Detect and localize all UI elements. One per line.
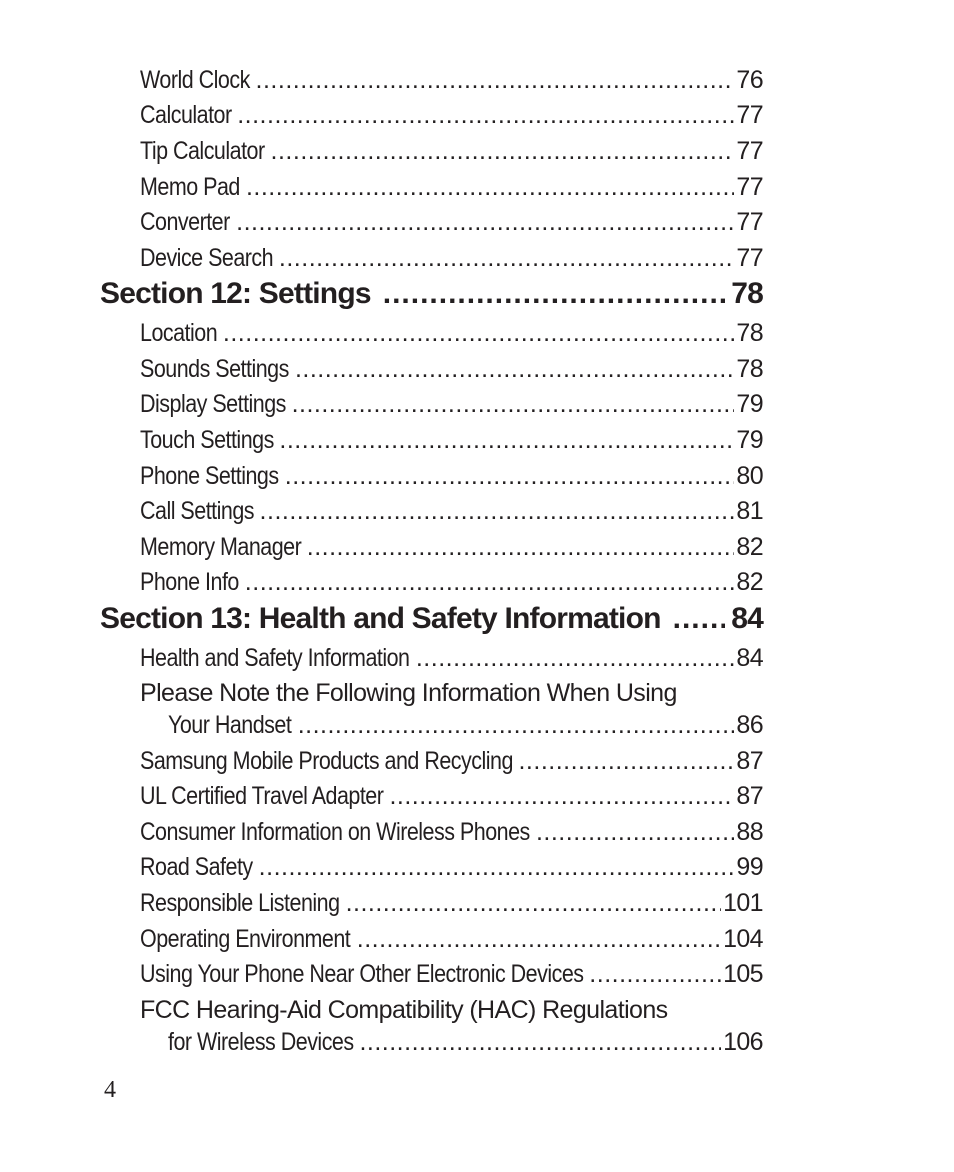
toc-entry-page: 79 bbox=[736, 390, 763, 418]
toc-entry-label: Tip Calculator bbox=[140, 137, 265, 165]
dot-leader bbox=[673, 599, 726, 639]
dot-leader bbox=[389, 778, 734, 814]
toc-entry-consumer-information[interactable] bbox=[140, 814, 763, 850]
toc-entry-tip-calculator[interactable] bbox=[140, 133, 763, 169]
dot-leader bbox=[307, 529, 735, 565]
toc-entry-label: Device Search bbox=[140, 244, 274, 272]
toc-entry-label: Memo Pad bbox=[140, 173, 240, 201]
toc-entry-label: Operating Environment bbox=[140, 925, 351, 953]
toc-entry-please-note[interactable] bbox=[168, 707, 763, 743]
toc-entry-phone-info[interactable] bbox=[140, 564, 763, 600]
dot-leader bbox=[357, 921, 721, 957]
toc-section-label: Section 12: Settings bbox=[100, 277, 371, 310]
toc-entry-label: for Wireless Devices bbox=[168, 1028, 354, 1056]
toc-entry-label: Calculator bbox=[140, 101, 232, 129]
dot-leader bbox=[223, 315, 734, 351]
page-number: 4 bbox=[104, 1077, 116, 1103]
toc-entry-device-search[interactable] bbox=[140, 240, 763, 276]
toc-entry-page: 77 bbox=[736, 208, 763, 236]
toc-entry-page: 82 bbox=[736, 568, 763, 596]
toc-entry-health-and-safety-information[interactable] bbox=[140, 640, 763, 676]
toc-entry-page: 88 bbox=[736, 818, 763, 846]
toc-entry-phone-settings[interactable] bbox=[140, 458, 763, 494]
dot-leader bbox=[279, 240, 734, 276]
toc-entry-label: Display Settings bbox=[140, 390, 286, 418]
toc-entry-label: Responsible Listening bbox=[140, 889, 340, 917]
toc-entry-label: Phone Info bbox=[140, 568, 239, 596]
toc-entry-label: Health and Safety Information bbox=[140, 644, 410, 672]
toc-entry-label: Memory Manager bbox=[140, 533, 302, 561]
dot-leader bbox=[536, 814, 734, 850]
dot-leader bbox=[246, 169, 734, 205]
toc-entry-touch-settings[interactable] bbox=[140, 422, 763, 458]
toc-entry-label: Your Handset bbox=[168, 711, 292, 739]
toc-entry-label: Call Settings bbox=[140, 497, 254, 525]
toc-entry-fcc-hac-line1[interactable]: FCC Hearing-Aid Compatibility (HAC) Regulations bbox=[140, 996, 668, 1024]
toc-section-page: 78 bbox=[731, 277, 763, 310]
toc-entry-label: Road Safety bbox=[140, 853, 253, 881]
toc-entry-display-settings[interactable] bbox=[140, 386, 763, 422]
toc-entry-location[interactable] bbox=[140, 315, 763, 351]
toc-entry-label: World Clock bbox=[140, 66, 250, 94]
toc-entry-page: 87 bbox=[736, 782, 763, 810]
toc-entry-page: 79 bbox=[736, 426, 763, 454]
toc-entry-page: 87 bbox=[736, 747, 763, 775]
toc-section-label: Section 13: Health and Safety Information bbox=[100, 602, 661, 635]
dot-leader bbox=[259, 849, 735, 885]
toc-entry-label: UL Certified Travel Adapter bbox=[140, 782, 384, 810]
toc-entry-call-settings[interactable] bbox=[140, 493, 763, 529]
toc-entry-page: 101 bbox=[723, 889, 763, 917]
toc-entry-samsung-mobile-products[interactable] bbox=[140, 743, 763, 779]
toc-entry-page: 81 bbox=[736, 497, 763, 525]
toc-entry-page: 105 bbox=[723, 960, 763, 988]
toc-entry-page: 76 bbox=[736, 66, 763, 94]
dot-leader bbox=[271, 133, 735, 169]
toc-entry-using-your-phone-near-devices[interactable] bbox=[140, 956, 763, 992]
toc-entry-label: Samsung Mobile Products and Recycling bbox=[140, 747, 513, 775]
toc-entry-fcc-hac[interactable] bbox=[168, 1024, 763, 1060]
toc-entry-page: 80 bbox=[736, 462, 763, 490]
toc-entry-page: 106 bbox=[723, 1028, 763, 1056]
toc-entry-page: 77 bbox=[736, 101, 763, 129]
toc-section-13[interactable] bbox=[100, 599, 763, 639]
toc-entry-page: 86 bbox=[736, 711, 763, 739]
toc-section-page: 84 bbox=[731, 602, 763, 635]
dot-leader bbox=[295, 351, 734, 387]
toc-entry-ul-certified-travel-adapter[interactable] bbox=[140, 778, 763, 814]
dot-leader bbox=[260, 493, 735, 529]
dot-leader bbox=[359, 1024, 721, 1060]
dot-leader bbox=[292, 386, 735, 422]
toc-entry-road-safety[interactable] bbox=[140, 849, 763, 885]
toc-entry-label: Touch Settings bbox=[140, 426, 274, 454]
toc-entry-memo-pad[interactable] bbox=[140, 169, 763, 205]
toc-entry-page: 77 bbox=[736, 244, 763, 272]
toc-entry-calculator[interactable] bbox=[140, 97, 763, 133]
toc-entry-responsible-listening[interactable] bbox=[140, 885, 763, 921]
dot-leader bbox=[416, 640, 735, 676]
toc-entry-converter[interactable] bbox=[140, 204, 763, 240]
dot-leader bbox=[298, 707, 735, 743]
dot-leader bbox=[285, 458, 735, 494]
toc-entry-page: 99 bbox=[736, 853, 763, 881]
toc-entry-label: Phone Settings bbox=[140, 462, 279, 490]
toc-entry-label: Using Your Phone Near Other Electronic Devices bbox=[140, 960, 584, 988]
toc-section-12[interactable] bbox=[100, 274, 763, 314]
toc-entry-please-note-line1[interactable]: Please Note the Following Information When Using bbox=[140, 679, 677, 707]
toc-entry-memory-manager[interactable] bbox=[140, 529, 763, 565]
toc-entry-page: 77 bbox=[736, 137, 763, 165]
toc-entry-page: 84 bbox=[736, 644, 763, 672]
toc-entry-page: 77 bbox=[736, 173, 763, 201]
dot-leader bbox=[236, 204, 734, 240]
toc-entry-page: 78 bbox=[736, 355, 763, 383]
dot-leader bbox=[383, 274, 725, 314]
dot-leader bbox=[346, 885, 722, 921]
dot-leader bbox=[279, 422, 734, 458]
dot-leader bbox=[245, 564, 735, 600]
toc-entry-page: 104 bbox=[723, 925, 763, 953]
dot-leader bbox=[256, 62, 735, 98]
toc-entry-label: Sounds Settings bbox=[140, 355, 289, 383]
toc-entry-operating-environment[interactable] bbox=[140, 921, 763, 957]
toc-entry-page: 78 bbox=[736, 319, 763, 347]
toc-entry-label: Consumer Information on Wireless Phones bbox=[140, 818, 530, 846]
toc-entry-sounds-settings[interactable] bbox=[140, 351, 763, 387]
toc-entry-world-clock[interactable] bbox=[140, 62, 763, 98]
toc-entry-page: 82 bbox=[736, 533, 763, 561]
toc-entry-label: Location bbox=[140, 319, 218, 347]
toc-entry-label: Converter bbox=[140, 208, 230, 236]
dot-leader bbox=[237, 97, 734, 133]
dot-leader bbox=[589, 956, 721, 992]
dot-leader bbox=[518, 743, 734, 779]
